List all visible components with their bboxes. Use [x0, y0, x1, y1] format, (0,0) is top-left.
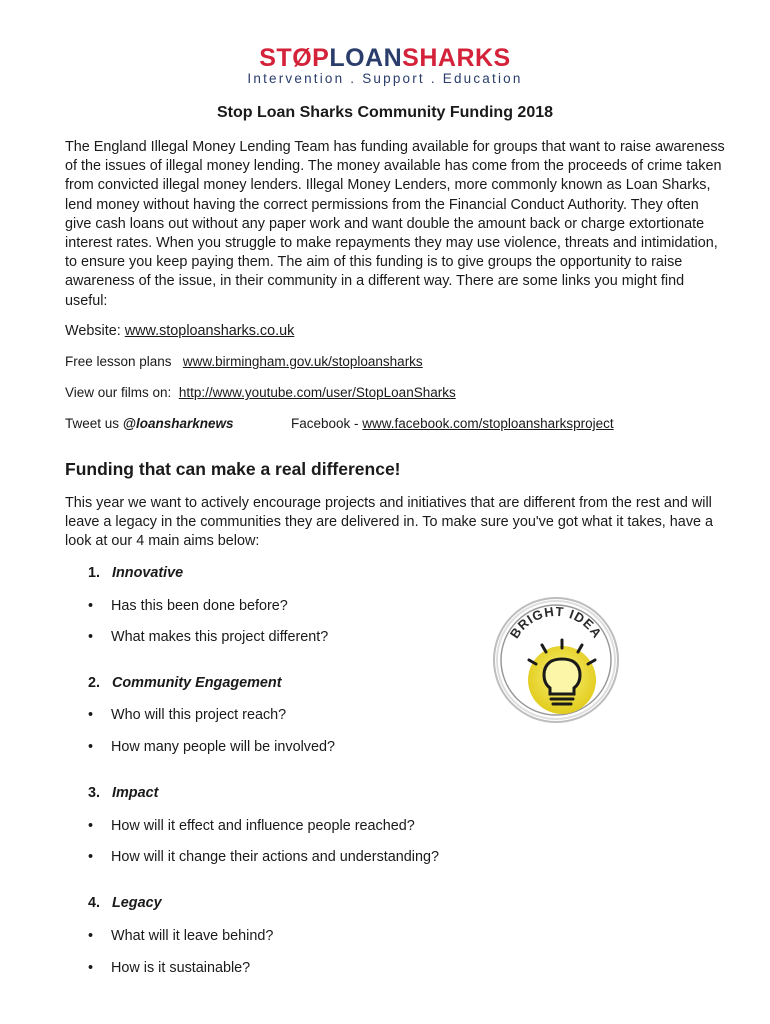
- website-label: Website:: [65, 323, 125, 339]
- lesson-plans-link[interactable]: www.birmingham.gov.uk/stoploansharks: [182, 354, 423, 369]
- facebook-link[interactable]: www.facebook.com/stoploansharksproject: [362, 416, 614, 431]
- bullet-icon: •: [88, 629, 94, 645]
- films-line: [65, 385, 456, 400]
- aim-heading: [88, 565, 183, 581]
- bullet-text: Has this been done before?: [111, 598, 288, 614]
- bullet-text: What makes this project different?: [111, 629, 329, 645]
- aim-number: 3.: [88, 785, 101, 801]
- intro-paragraph: The England Illegal Money Lending Team has funding available for groups that want to raise awareness of the issues of illegal money lending. The money available has come from the proceeds of crime taken from convicted illegal money lenders. Illegal Money Lenders, more commonly known as Loan Sharks, lend money without having the correct permissions from the Financial Conduct Authority. They often give cash loans out without any paper work and want double the amount back or charge extortionate interest rates. When you struggle to make repayments they may use violence, threats and intimidation, to ensure you keep paying them. The aim of this funding is to give groups the opportunity to raise awareness of the issue, in their community in a different way. There are some links you might find useful:: [65, 139, 725, 309]
- bullet-text: What will it leave behind?: [111, 928, 274, 944]
- bullet-text: How is it sustainable?: [111, 960, 251, 976]
- aim-number: 1.: [88, 565, 101, 581]
- list-item: [88, 960, 250, 976]
- logo-sharks: SHARKS: [402, 44, 511, 72]
- bullet-icon: •: [88, 818, 94, 834]
- aims-intro-paragraph: This year we want to actively encourage projects and initiatives that are different from the rest and will leave a legacy in the communities they are delivered in. To make sure you've got what it takes, have a look at our 4 main aims below:: [65, 495, 714, 550]
- list-item: [88, 707, 286, 723]
- tweet-line: [65, 416, 233, 431]
- aim-title: Impact: [112, 785, 159, 801]
- website-line: [65, 323, 294, 339]
- aim-number: 4.: [88, 895, 101, 911]
- stop-loan-sharks-logo: [0, 44, 770, 86]
- website-link[interactable]: www.stoploansharks.co.uk: [124, 323, 295, 339]
- list-item: [88, 598, 288, 614]
- logo-tagline: Intervention . Support . Education: [247, 71, 523, 86]
- section-heading: Funding that can make a real difference!: [65, 459, 401, 479]
- bullet-icon: •: [88, 849, 94, 865]
- list-item: [88, 629, 328, 645]
- aim-heading: [88, 675, 282, 691]
- logo-stop: STØP: [259, 44, 330, 72]
- logo-wordmark: [0, 44, 770, 72]
- bullet-text: How will it change their actions and understanding?: [111, 849, 439, 865]
- bright-idea-lightbulb-icon: [492, 596, 620, 724]
- facebook-label: Facebook -: [291, 416, 363, 431]
- list-item: [88, 818, 415, 834]
- aim-title: Legacy: [112, 895, 162, 911]
- list-item: [88, 849, 439, 865]
- twitter-handle[interactable]: @loansharknews: [122, 416, 234, 431]
- document-title: Stop Loan Sharks Community Funding 2018: [216, 104, 554, 121]
- aim-number: 2.: [88, 675, 101, 691]
- bullet-text: How many people will be involved?: [111, 739, 335, 755]
- facebook-line: [291, 416, 614, 431]
- tweet-label: Tweet us: [65, 416, 123, 431]
- list-item: [88, 739, 335, 755]
- bullet-icon: •: [88, 928, 94, 944]
- bullet-text: Who will this project reach?: [111, 707, 287, 723]
- films-link[interactable]: http://www.youtube.com/user/StopLoanSharks: [178, 385, 456, 400]
- films-label: View our films on:: [65, 385, 172, 400]
- badge-text: BRIGHT IDEA: [506, 603, 606, 642]
- lesson-plans-label: Free lesson plans: [65, 354, 172, 369]
- aim-title: Community Engagement: [112, 675, 282, 691]
- logo-loan: LOAN: [329, 44, 403, 72]
- aim-title: Innovative: [112, 565, 184, 581]
- list-item: [88, 928, 273, 944]
- bullet-icon: •: [88, 598, 94, 614]
- aim-heading: [88, 785, 158, 801]
- bullet-icon: •: [88, 707, 94, 723]
- bullet-icon: •: [88, 960, 94, 976]
- bullet-icon: •: [88, 739, 94, 755]
- lesson-plans-line: [65, 354, 423, 369]
- aim-heading: [88, 895, 162, 911]
- bullet-text: How will it effect and influence people reached?: [111, 818, 415, 834]
